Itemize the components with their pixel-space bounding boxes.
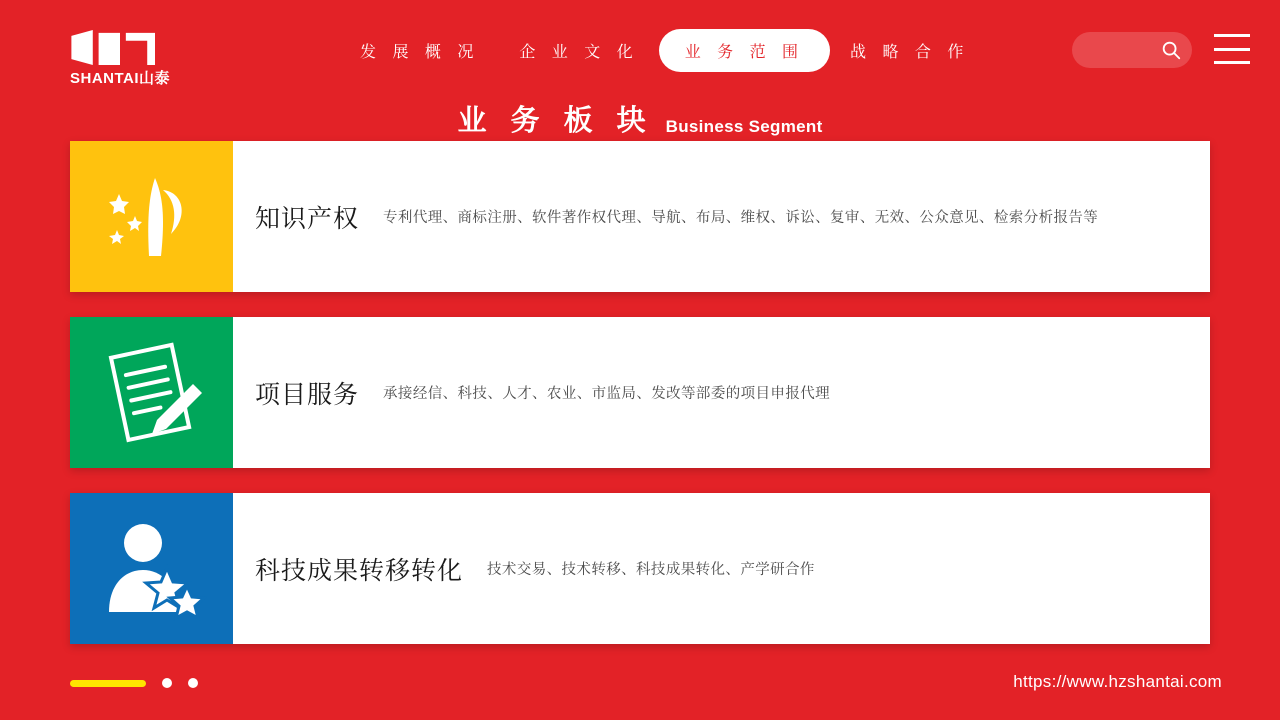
card-body-tech-transfer — [233, 493, 1210, 644]
section-title-cn: 业 务 板 块 — [457, 105, 654, 137]
card-body-project — [233, 317, 1210, 468]
business-card-ip[interactable] — [70, 141, 1210, 292]
pagination-indicator-1[interactable] — [70, 680, 146, 687]
rocket-star-icon — [97, 172, 207, 262]
card-icon-rocket-star — [70, 141, 233, 292]
person-stars-icon — [97, 516, 207, 621]
nav-item-1[interactable]: 企 业 文 化 — [519, 43, 639, 61]
site-header — [0, 0, 1280, 100]
card-icon-person-stars — [70, 493, 233, 644]
carousel-pagination — [70, 678, 198, 688]
business-card-project[interactable] — [70, 317, 1210, 468]
hamburger-menu-icon[interactable] — [1214, 34, 1250, 64]
main-nav — [340, 28, 989, 72]
shantai-logo-mark-icon — [70, 30, 170, 65]
menu-line-2 — [1214, 48, 1250, 51]
card-desc: 专利代理、商标注册、软件著作权代理、导航、布局、维权、诉讼、复审、无效、公众意见、检索分析报告等 — [383, 210, 1099, 226]
card-desc: 技术交易、技术转移、科技成果转化、产学研合作 — [487, 562, 815, 578]
nav-item-0[interactable]: 发 展 概 况 — [360, 43, 480, 61]
logo-text: SHANTAI山泰 — [70, 70, 171, 87]
menu-line-1 — [1214, 34, 1250, 37]
card-icon-document-pen — [70, 317, 233, 468]
card-title: 知识产权 — [255, 204, 360, 233]
card-title: 项目服务 — [255, 380, 360, 409]
pagination-indicator-2[interactable] — [162, 678, 172, 688]
nav-item-3[interactable]: 战 略 合 作 — [850, 43, 970, 61]
document-pen-icon — [97, 340, 207, 445]
business-segment-list — [70, 141, 1210, 669]
business-card-tech-transfer[interactable] — [70, 493, 1210, 644]
card-title: 科技成果转移转化 — [255, 556, 464, 585]
search-box[interactable] — [1072, 32, 1192, 68]
card-desc: 承接经信、科技、人才、农业、市监局、发改等部委的项目申报代理 — [383, 386, 831, 402]
card-body-ip — [233, 141, 1210, 292]
logo[interactable] — [70, 30, 170, 88]
search-input[interactable] — [1086, 32, 1170, 68]
pagination-indicator-3[interactable] — [188, 678, 198, 688]
nav-item-2[interactable]: 业 务 范 围 — [659, 29, 830, 72]
section-title-en: Business Segment — [665, 117, 823, 136]
site-url: https://www.hzshantai.com — [1013, 672, 1222, 691]
section-title — [0, 98, 1280, 139]
menu-line-3 — [1214, 61, 1250, 64]
